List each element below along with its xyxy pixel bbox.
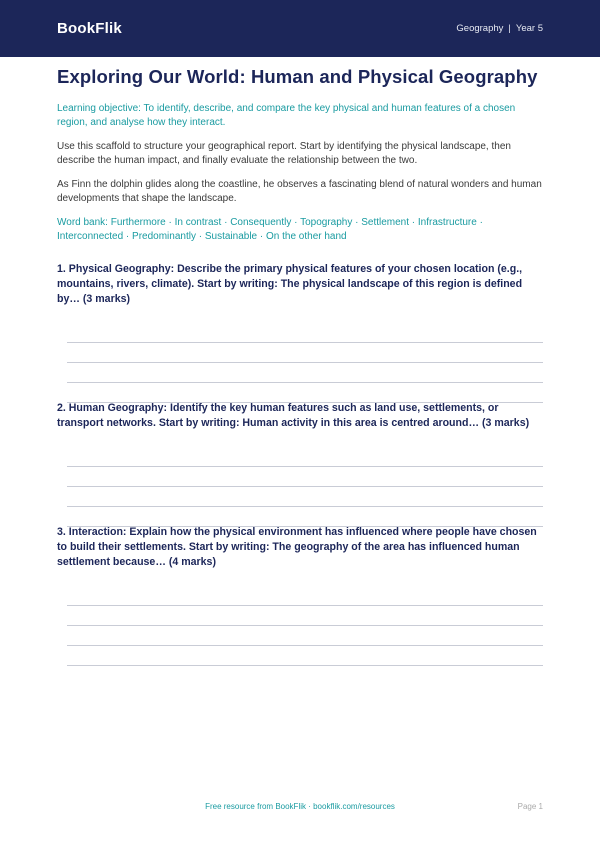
page-number: Page 1 <box>517 802 543 811</box>
page-header <box>0 0 600 57</box>
question-1: 1. Physical Geography: Describe the primary physical features of your chosen location (e.g., mountains, rivers, climate). Start by writing: The physical landscape of this region is defined by… (3 marks) <box>57 263 523 305</box>
meta-separator: | <box>508 23 511 34</box>
answer-line[interactable] <box>67 342 543 343</box>
answer-line[interactable] <box>67 625 543 626</box>
year-label: Year 5 <box>515 23 543 34</box>
answer-line[interactable] <box>67 605 543 606</box>
question-3: 3. Interaction: Explain how the physical environment has influenced where people have chosen to build their settlements. Start by writing: The geography of the area has influenced human settlement because… (4 marks) <box>57 526 537 568</box>
answer-area-2[interactable] <box>67 466 543 527</box>
question-2: 2. Human Geography: Identify the key human features such as land use, settlements, or transport networks. Start by writing: Human activity in this area is centred around… (3 marks) <box>57 402 530 429</box>
answer-line[interactable] <box>67 486 543 487</box>
learning-objective: Learning objective: To identify, describe, and compare the key physical and human features of a chosen region, and analyse how they interact. <box>57 103 516 128</box>
intro-paragraph: As Finn the dolphin glides along the coastline, he observes a fascinating blend of natural wonders and human developments that shape the landscape. <box>57 179 542 204</box>
answer-line[interactable] <box>67 382 543 383</box>
brand-logo: BookFlik <box>57 20 122 37</box>
answer-area-3[interactable] <box>67 605 543 666</box>
word-bank: Word bank: Furthermore · In contrast · Consequently · Topography · Settlement · Infrastructure · Interconnected · Predominantly · Sustainable · On the other hand <box>57 217 483 242</box>
header-meta <box>456 23 543 34</box>
answer-line[interactable] <box>67 466 543 467</box>
instructions: Use this scaffold to structure your geographical report. Start by identifying the physical landscape, then describe the human impact, and finally evaluate the relationship between the two. <box>57 141 511 166</box>
footer-link[interactable]: Free resource from BookFlik · bookflik.com/resources <box>205 802 395 811</box>
subject-label: Geography <box>456 23 504 34</box>
answer-line[interactable] <box>67 506 543 507</box>
answer-area-1[interactable] <box>67 342 543 403</box>
answer-line[interactable] <box>67 645 543 646</box>
answer-line[interactable] <box>67 665 543 666</box>
page-title: Exploring Our World: Human and Physical Geography <box>57 66 538 87</box>
answer-line[interactable] <box>67 362 543 363</box>
worksheet-content <box>57 66 543 666</box>
